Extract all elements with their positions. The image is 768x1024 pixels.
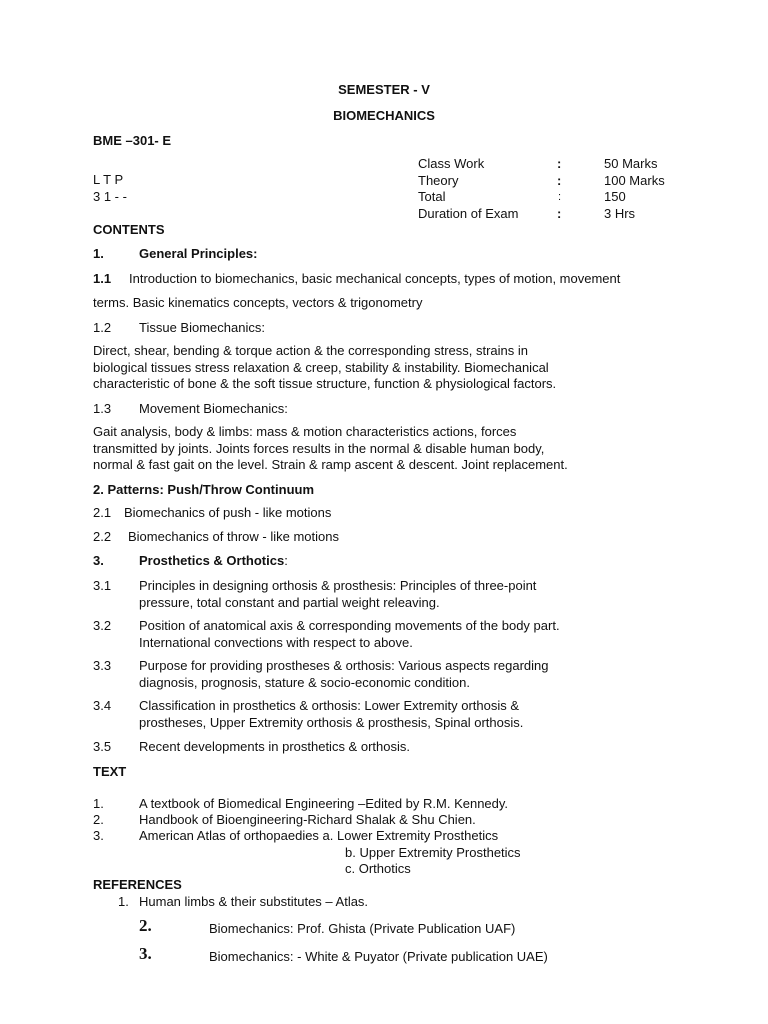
marks-value: 50 Marks [604,156,658,171]
marks-label: Duration of Exam [418,206,519,221]
text-item: Handbook of Bioengineering-Richard Shalak & Shu Chien. [139,812,476,827]
reference-item: Human limbs & their substitutes – Atlas. [139,894,369,909]
subsection-title: Tissue Biomechanics: [139,320,265,335]
section-title-row [139,553,288,569]
marks-value: 3 Hrs [604,206,636,221]
paragraph-line: Principles in designing orthosis & prosthesis: Principles of three-point [139,578,537,593]
atlas-subitem: b. Upper Extremity Prosthetics [345,845,521,860]
list-item [139,618,560,651]
subsection-number: 3.4 [93,698,112,713]
marks-separator: : [557,173,562,188]
text-item: A textbook of Biomedical Engineering –Edited by R.M. Kennedy. [139,796,509,811]
subsection-number: 3.5 [93,739,112,754]
subsection-number: 1.1 [93,271,112,286]
paragraph-line: normal & fast gait on the level. Strain & ramp ascent & descent. Joint replacement. [93,457,568,472]
section-title: Prosthetics & Orthotics [139,553,285,568]
reference-number: 2. [139,916,152,935]
paragraph [93,343,556,393]
paragraph-line: transmitted by joints. Joints forces results in the normal & disable human body, [93,440,545,456]
reference-number: 1. [118,894,129,909]
references-heading: REFERENCES [93,877,182,892]
section-title: General Principles: [139,246,258,261]
paragraph-line: terms. Basic kinematics concepts, vectors & trigonometry [93,295,423,310]
section-number: 1. [93,246,104,261]
ltp-value: 3 1 - - [93,189,127,204]
paragraph-line: diagnosis, prognosis, stature & socio-economic condition. [139,674,470,690]
contents-heading: CONTENTS [93,222,165,237]
subsection-number: 2.2 [93,529,112,544]
marks-value: 150 [604,189,626,204]
paragraph-line: Classification in prosthetics & orthosis: Lower Extremity orthosis & [139,698,520,713]
semester-heading: SEMESTER - V [338,82,430,97]
paragraph-line: pressure, total constant and partial weight releaving. [139,594,440,610]
marks-separator: : [558,191,562,203]
text-number: 2. [93,812,104,827]
subsection-number: 3.3 [93,658,112,673]
reference-number: 3. [139,944,152,963]
reference-item: Biomechanics: - White & Puyator (Private publication UAE) [209,949,548,964]
paragraph-line: Introduction to biomechanics, basic mechanical concepts, types of motion, movement [129,271,621,286]
paragraph-line: Position of anatomical axis & corresponding movements of the body part. [139,618,560,633]
text-number: 3. [93,828,104,843]
atlas-subitem: c. Orthotics [345,861,411,876]
marks-label: Total [418,189,446,204]
section-title-colon: : [284,553,288,568]
list-item [139,658,548,691]
paragraph-line: Direct, shear, bending & torque action & the corresponding stress, strains in [93,343,529,358]
marks-label: Theory [418,173,459,188]
course-code: BME –301- E [93,133,172,148]
marks-separator: : [557,156,562,171]
list-item [139,578,536,611]
reference-item: Biomechanics: Prof. Ghista (Private Publication UAF) [209,921,516,936]
text-item: American Atlas of orthopaedies a. Lower Extremity Prosthetics [139,828,499,843]
subsection-number: 1.2 [93,320,112,335]
ltp-label: L T P [93,172,124,187]
subsection-number: 3.2 [93,618,112,633]
subsection-number: 1.3 [93,401,112,416]
marks-label: Class Work [418,156,485,171]
paragraph-line: prostheses, Upper Extremity orthosis & prosthesis, Spinal orthosis. [139,714,524,730]
paragraph-line: characteristic of bone & the soft tissue structure, function & physiological factors. [93,376,557,391]
section-number: 3. [93,553,104,568]
section-title: 2. Patterns: Push/Throw Continuum [93,482,315,497]
subsection-number: 3.1 [93,578,112,593]
list-item: Biomechanics of throw - like motions [128,529,339,544]
marks-value: 100 Marks [604,173,665,188]
paragraph-line: biological tissues stress relaxation & creep, stability & instability. Biomechanical [93,359,549,375]
paragraph [93,424,568,474]
subject-title: BIOMECHANICS [333,108,435,123]
subsection-title: Movement Biomechanics: [139,401,288,416]
paragraph-line: Purpose for providing prostheses & orthosis: Various aspects regarding [139,658,549,673]
text-heading: TEXT [93,764,127,779]
list-item [139,698,523,731]
paragraph-line: Gait analysis, body & limbs: mass & motion characteristics actions, forces [93,424,517,439]
paragraph-line: International convections with respect to above. [139,634,413,650]
marks-separator: : [557,206,562,221]
text-number: 1. [93,796,104,811]
list-item: Biomechanics of push - like motions [124,505,332,520]
subsection-number: 2.1 [93,505,112,520]
list-item: Recent developments in prosthetics & orthosis. [139,739,410,754]
